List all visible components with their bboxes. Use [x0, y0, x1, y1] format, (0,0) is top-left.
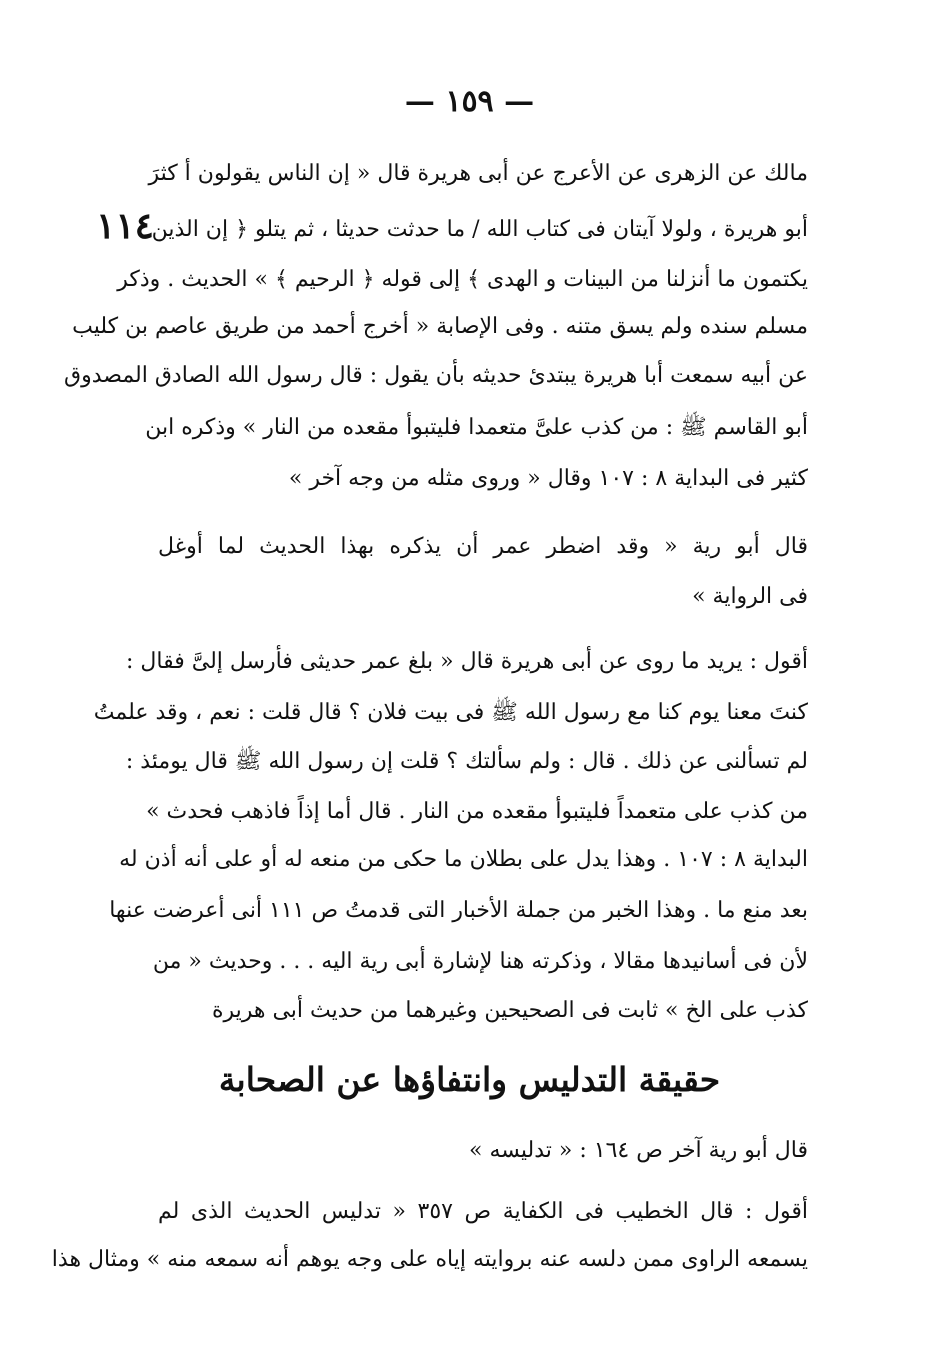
text-line: أقول : يريد ما روى عن أبى هريرة قال « بلغ عمر حديثى فأرسل إلىَّ فقال : — [126, 649, 808, 674]
text-line: أبو القاسم ﷺ : من كذب علىَّ متعمدا فليتبوأ مقعده من النار » وذكره ابن — [145, 415, 808, 440]
page-number: — ١٥٩ — — [404, 84, 535, 119]
text-line: كثير فى البداية ٨ : ١٠٧ وقال « وروى مثله من وجه آخر » — [288, 466, 808, 491]
text-line: لم تسألنى عن ذلك . قال : ولم سألتك ؟ قلت إن رسول الله ﷺ قال يومئذ : — [125, 749, 808, 774]
text-line: أقول : قال الخطيب فى الكفاية ص ٣٥٧ « تدليس الحديث الذى لم — [158, 1199, 808, 1224]
text-line: عن أبيه سمعت أبا هريرة يبتدئ حديثه بأن يقول : قال رسول الله الصادق المصدوق — [64, 363, 808, 388]
text-line: قال أبو رية « وقد اضطر عمر أن يذكره بهذا الحديث لما أوغل — [158, 534, 808, 559]
text-line: البداية ٨ : ١٠٧ . وهذا يدل على بطلان ما حكى من منعه له أو على أنه أذن له — [119, 847, 808, 872]
text-line: مسلم سنده ولم يسق متنه . وفى الإصابة « أخرج أحمد من طريق عاصم بن كليب — [72, 314, 808, 339]
section-heading: حقيقة التدليس وانتفاؤها عن الصحابة — [218, 1060, 721, 1099]
text-line: أبو هريرة ، ولولا آيتان فى كتاب الله / ما حدثت حديثا ، ثم يتلو ﴿ إن الذين — [151, 217, 808, 242]
text-line: من كذب على متعمداً فليتبوأ مقعده من النار . قال أما إذاً فاذهب فحدث » — [146, 799, 808, 824]
text-line: يكتمون ما أنزلنا من البينات و الهدى ﴾ إلى قوله ﴿ الرحيم ﴾ » الحديث . وذكر — [117, 267, 808, 292]
text-line: فى الرواية » — [692, 584, 808, 609]
text-line: قال أبو رية آخر ص ١٦٤ : « تدليسه » — [469, 1138, 808, 1163]
text-line: كذب على الخ » ثابت فى الصحيحين وغيرهما من حديث أبى هريرة — [211, 998, 808, 1023]
text-line: كنتَ معنا يوم كنا مع رسول الله ﷺ فى بيت فلان ؟ قال قلت : نعم ، وقد علمتُ — [93, 700, 808, 725]
text-line: بعد منع ما . وهذا الخبر من جملة الأخبار التى قدمتُ ص ١١١ أنى أعرضت عنها — [109, 898, 808, 923]
text-line: مالك عن الزهرى عن الأعرج عن أبى هريرة قال « إن الناس يقولون أ كثرَ — [148, 161, 808, 186]
text-line: لأن فى أسانيدها مقالا ، وذكرته هنا لإشارة أبى رية اليه . . . وحديث « من — [152, 949, 808, 974]
text-line: يسمعه الراوى ممن دلسه عنه بروايته إياه على وجه يوهم أنه سمعه منه » ومثال هذا — [51, 1247, 808, 1272]
margin-reference-number: ١١٤ — [96, 205, 155, 247]
